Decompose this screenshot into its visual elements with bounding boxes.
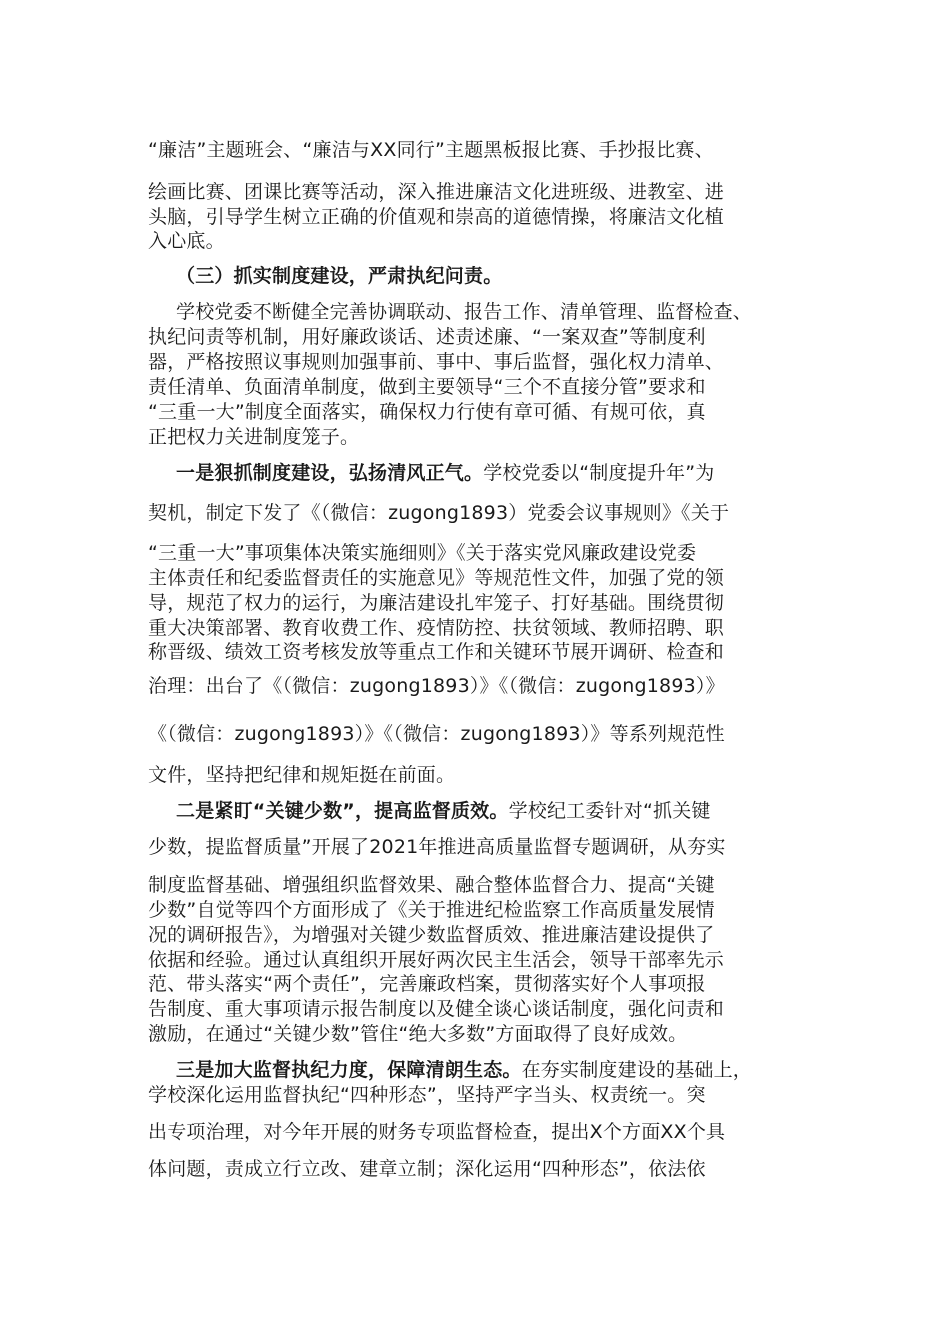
text-line: 治理：出台了《（微信：zugong1893）》《（微信：zugong1893）》	[148, 675, 725, 697]
text-line: 体问题，责成立行立改、建章立制；深化运用“四种形态”，依法依	[148, 1158, 706, 1180]
text-line: “三重一大”事项集体决策实施细则》《关于落实党风廉政建设党委	[148, 542, 697, 564]
section-heading: （三）抓实制度建设，严肃执纪问责。	[176, 265, 503, 287]
text-line	[176, 461, 715, 485]
paragraph-lead: 一是狠抓制度建设，弘扬清风正气。	[176, 462, 484, 484]
text-line: 激励，在通过“关键少数”管住“绝大多数”方面取得了良好成效。	[148, 1023, 688, 1045]
paragraph-text: 学校纪工委针对“抓关键	[508, 800, 711, 822]
text-line: 少数”自觉等四个方面形成了《关于推进纪检监察工作高质量发展情	[148, 899, 715, 921]
text-line: 契机，制定下发了《（微信：zugong1893）党委会议事规则》《关于	[148, 502, 730, 524]
text-line: 称晋级、绩效工资考核发放等重点工作和关键环节展开调研、检查和	[148, 641, 725, 663]
paragraph-lead: 三是加大监督执纪力度，保障清朗生态。	[176, 1059, 522, 1081]
text-line	[176, 799, 711, 823]
text-line: 头脑，引导学生树立正确的价值观和崇高的道德情操，将廉洁文化植	[148, 206, 725, 228]
text-line: 主体责任和纪委监督责任的实施意见》等规范性文件，加强了党的领	[148, 567, 725, 589]
text-line: 制度监督基础、增强组织监督效果、融合整体监督合力、提高“关键	[148, 874, 715, 896]
paragraph-text: 学校党委以“制度提升年”为	[483, 462, 715, 484]
text-line: “三重一大”制度全面落实，确保权力行使有章可循、有规可依，真	[148, 401, 706, 423]
text-line: 出专项治理，对今年开展的财务专项监督检查，提出X个方面XX个具	[148, 1121, 726, 1143]
text-line: 器，严格按照议事规则加强事前、事中、事后监督，强化权力清单、	[148, 351, 725, 373]
paragraph-lead: 二是紧盯“关键少数”，提高监督质效。	[176, 800, 509, 822]
paragraph-text: 在夯实制度建设的基础上，	[521, 1059, 753, 1081]
text-line: 告制度、重大事项请示报告制度以及健全谈心谈话制度，强化问责和	[148, 998, 725, 1020]
text-line: 范、带头落实“两个责任”，完善廉政档案，贯彻落实好个人事项报	[148, 973, 706, 995]
text-line: 文件，坚持把纪律和规矩挺在前面。	[148, 764, 456, 786]
text-line: 《（微信：zugong1893）》《（微信：zugong1893）》等系列规范性	[148, 723, 725, 745]
text-line: 重大决策部署、教育收费工作、疫情防控、扶贫领域、教师招聘、职	[148, 617, 725, 639]
text-line: 少数，提监督质量”开展了2021年推进高质量监督专题调研，从夯实	[148, 836, 726, 858]
text-line: 责任清单、负面清单制度，做到主要领导“三个不直接分管”要求和	[148, 376, 706, 398]
text-line: 入心底。	[148, 230, 225, 252]
text-line: 导，规范了权力的运行，为廉洁建设扎牢笼子、打好基础。围绕贯彻	[148, 592, 725, 614]
text-line: 学校深化运用监督执纪“四种形态”，坚持严字当头、权责统一。突	[148, 1084, 706, 1106]
text-line: 绘画比赛、团课比赛等活动，深入推进廉洁文化进班级、进教室、进	[148, 181, 725, 203]
text-line: “廉洁”主题班会、“廉洁与XX同行”主题黑板报比赛、手抄报比赛、	[148, 139, 714, 161]
text-line: 执纪问责等机制，用好廉政谈话、述责述廉、“一案双查”等制度利	[148, 326, 706, 348]
text-line: 学校党委不断健全完善协调联动、报告工作、清单管理、监督检查、	[176, 301, 753, 323]
text-line: 正把权力关进制度笼子。	[148, 426, 360, 448]
text-line: 依据和经验。通过认真组织开展好两次民主生活会，领导干部率先示	[148, 949, 725, 971]
text-line	[176, 1058, 752, 1082]
text-line: 况的调研报告》，为增强对关键少数监督质效、推进廉洁建设提供了	[148, 924, 715, 946]
